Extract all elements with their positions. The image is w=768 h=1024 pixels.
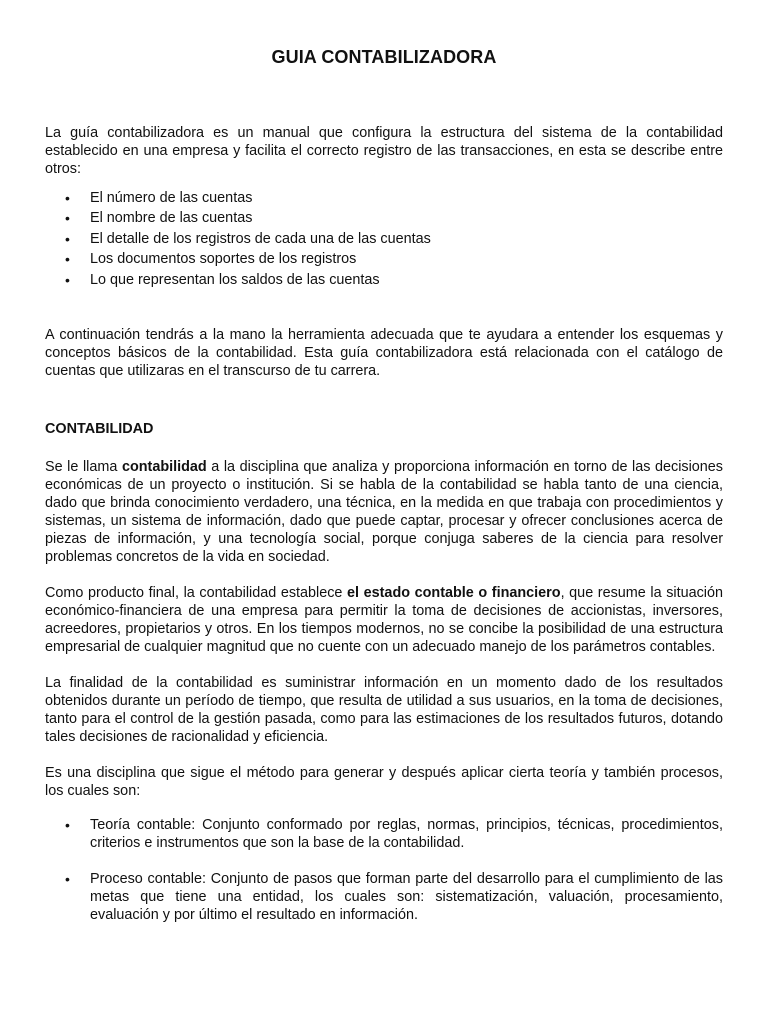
paragraph-text: Se le llama — [45, 459, 122, 476]
list-item-text: Lo que representan los saldos de las cuentas — [90, 271, 380, 288]
bold-term: el estado contable o financiero — [347, 585, 561, 602]
paragraph-guide: A continuación tendrás a la mano la herramienta adecuada que te ayudara a entender los esquemas y conceptos básicos de la contabilidad. Esta guía contabilizadora está relacionada con el catálogo de cuentas que utilizaras en el transcurso de tu carrera. — [45, 327, 723, 380]
paragraph-text: a la disciplina que analiza y proporciona información en torno de las decisiones económicas de un proyecto o institución. Si se habla de la contabilidad se habla tanto de una ciencia, dado que brinda conocimiento verdadero, una técnica, en la medida en que trabaja con procedimientos y sistemas, un sistema de información, dado que puede captar, procesar y ofrecer conclusiones acerca de piezas de información, y una tecnología social, porque conjuga saberes de la ciencia para resolver problemas concretos de la vida en sociedad. — [45, 459, 724, 566]
list-item — [45, 208, 723, 228]
document-title: GUIA CONTABILIZADORA — [271, 47, 497, 67]
list-item-text: El número de las cuentas — [90, 190, 253, 206]
section-heading: CONTABILIDAD — [45, 421, 154, 438]
bold-term: contabilidad — [121, 459, 207, 476]
paragraph-text: , que resume la situación económico-financiera de una empresa para permitir la toma de decisiones de accionistas, inversores, acreedores, propietarios y otros. En los tiempos modernos, no se concibe la posibilidad de una estructura empresarial de cualquier magnitud que no cuente con un adecuado manejo de los parámetros contables. — [45, 585, 723, 656]
paragraph-method: Es una disciplina que sigue el método para generar y después aplicar cierta teoría y también procesos, los cuales son: — [45, 765, 723, 800]
list-item-text: Proceso contable: Conjunto de pasos que forman parte del desarrollo para el cumplimiento de las metas que tiene una entidad, los cuales son: sistematización, valuación, procesamiento, evaluación y por último el resultado en información. — [90, 871, 723, 924]
bullet-icon: • — [65, 251, 70, 268]
paragraph-definition — [45, 458, 723, 566]
paragraph-financial-statement — [45, 584, 723, 656]
list-item-text: Los documentos soportes de los registros — [90, 251, 357, 268]
list-item — [45, 188, 723, 208]
bullet-icon: • — [65, 271, 70, 288]
document-page — [45, 45, 723, 924]
process-list — [45, 816, 723, 924]
list-item-text: El detalle de los registros de cada una de las cuentas — [90, 230, 431, 247]
paragraph-purpose: La finalidad de la contabilidad es suministrar información en un momento dado de los resultados obtenidos durante un período de tiempo, que resulta de utilidad a sus usuarios, en la toma de decisiones, tanto para el control de la gestión pasada, como para las estimaciones de los resultados futuros, dotando tales decisiones de racionalidad y eficiencia. — [45, 675, 723, 746]
bullet-icon: • — [65, 190, 70, 206]
bullet-icon: • — [65, 817, 70, 834]
list-item — [45, 229, 723, 249]
list-item-text: Teoría contable: Conjunto conformado por reglas, normas, principios, técnicas, procedimientos, criterios e instrumentos que son la base de la contabilidad. — [90, 817, 723, 852]
list-item — [45, 816, 723, 852]
bullet-icon: • — [65, 230, 70, 247]
intro-paragraph: La guía contabilizadora es un manual que configura la estructura del sistema de la contabilidad establecido en una empresa y facilita el correcto registro de las transacciones, en esta se describe entre otros: — [45, 125, 723, 177]
intro-list — [45, 188, 723, 290]
list-item — [45, 870, 723, 924]
bullet-icon: • — [65, 871, 70, 888]
list-item — [45, 270, 723, 290]
bullet-icon: • — [65, 210, 70, 227]
list-item — [45, 249, 723, 269]
paragraph-text: Como producto final, la contabilidad establece — [45, 585, 348, 602]
list-item-text: El nombre de las cuentas — [90, 210, 253, 227]
